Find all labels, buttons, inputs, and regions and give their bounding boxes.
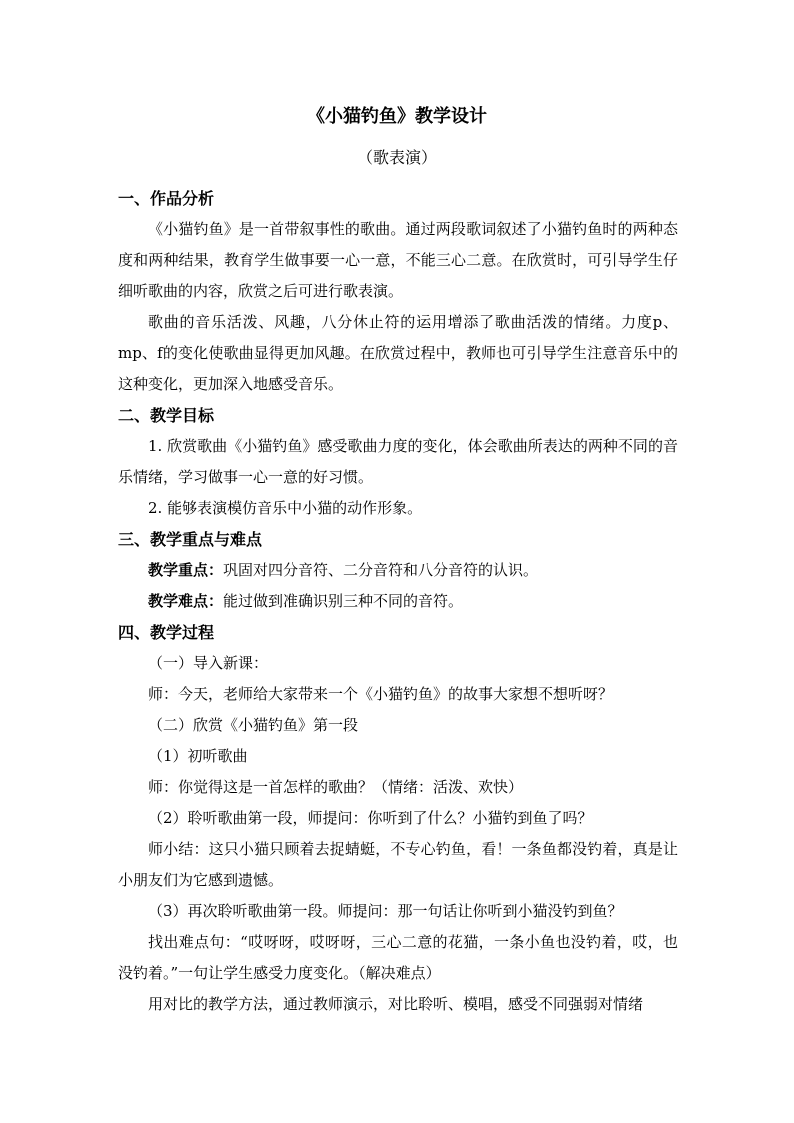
difficult-point-label: 教学难点： bbox=[148, 592, 224, 610]
section-heading-key-points: 三、教学重点与难点 bbox=[118, 530, 263, 549]
process-line: （1）初听歌曲 bbox=[148, 747, 248, 765]
process-paragraph: 找出难点句：“哎呀呀，哎呀呀，三心二意的花猫，一条小鱼也没钓着，哎，也没钓着。”一句让学生感受力度变化。（解决难点） bbox=[118, 933, 678, 982]
section-heading-analysis: 一、作品分析 bbox=[118, 189, 215, 208]
key-point-line bbox=[118, 555, 678, 586]
process-line: （3）再次聆听歌曲第一段。师提问：那一句话让你听到小猫没钓到鱼？ bbox=[148, 902, 623, 920]
analysis-paragraph-2: 歌曲的音乐活泼、风趣，八分休止符的运用增添了歌曲活泼的情绪。力度p、mp、f的变化使歌曲显得更加风趣。在欣赏过程中，教师也可引导学生注意音乐中的这种变化，更加深入地感受音乐。 bbox=[118, 313, 678, 393]
process-paragraph: 师小结：这只小猫只顾着去捉蜻蜓，不专心钓鱼，看！一条鱼都没钓着，真是让小朋友们为它感到遗憾。 bbox=[118, 840, 678, 889]
section-heading-goals: 二、教学目标 bbox=[118, 406, 215, 425]
process-line: （二）欣赏《小猫钓鱼》第一段 bbox=[148, 716, 359, 734]
process-line: （一）导入新课： bbox=[148, 654, 269, 672]
difficult-point-line bbox=[118, 586, 678, 617]
goal-item-1: 1. 欣赏歌曲《小猫钓鱼》感受歌曲力度的变化，体会歌曲所表达的两种不同的音乐情绪，学习做事一心一意的好习惯。 bbox=[118, 437, 678, 486]
document-title: 《小猫钓鱼》教学设计 bbox=[307, 106, 487, 127]
analysis-paragraph-1: 《小猫钓鱼》是一首带叙事性的歌曲。通过两段歌词叙述了小猫钓鱼时的两种态度和两种结果，教育学生做事要一心一意，不能三心二意。在欣赏时，可引导学生仔细听歌曲的内容，欣赏之后可进行歌表演。 bbox=[118, 220, 678, 300]
goal-item-2: 2. 能够表演模仿音乐中小猫的动作形象。 bbox=[148, 499, 423, 517]
key-point-text: 巩固对四分音符、二分音符和八分音符的认识。 bbox=[223, 561, 539, 579]
difficult-point-text: 能过做到准确识别三种不同的音符。 bbox=[223, 592, 464, 610]
process-paragraph: 用对比的教学方法，通过教师演示，对比聆听、模唱，感受不同强弱对情绪 bbox=[148, 995, 644, 1013]
process-line: （2）聆听歌曲第一段，师提问：你听到了什么？小猫钓到鱼了吗？ bbox=[148, 809, 593, 827]
process-line: 师：你觉得这是一首怎样的歌曲？（情绪：活泼、欢快） bbox=[148, 778, 524, 796]
document-body bbox=[118, 183, 678, 1020]
section-heading-process: 四、教学过程 bbox=[118, 623, 215, 642]
key-point-label: 教学重点： bbox=[148, 561, 224, 579]
process-line: 师：今天，老师给大家带来一个《小猫钓鱼》的故事大家想不想听呀？ bbox=[148, 685, 614, 703]
document-subtitle: （歌表演） bbox=[356, 148, 437, 167]
